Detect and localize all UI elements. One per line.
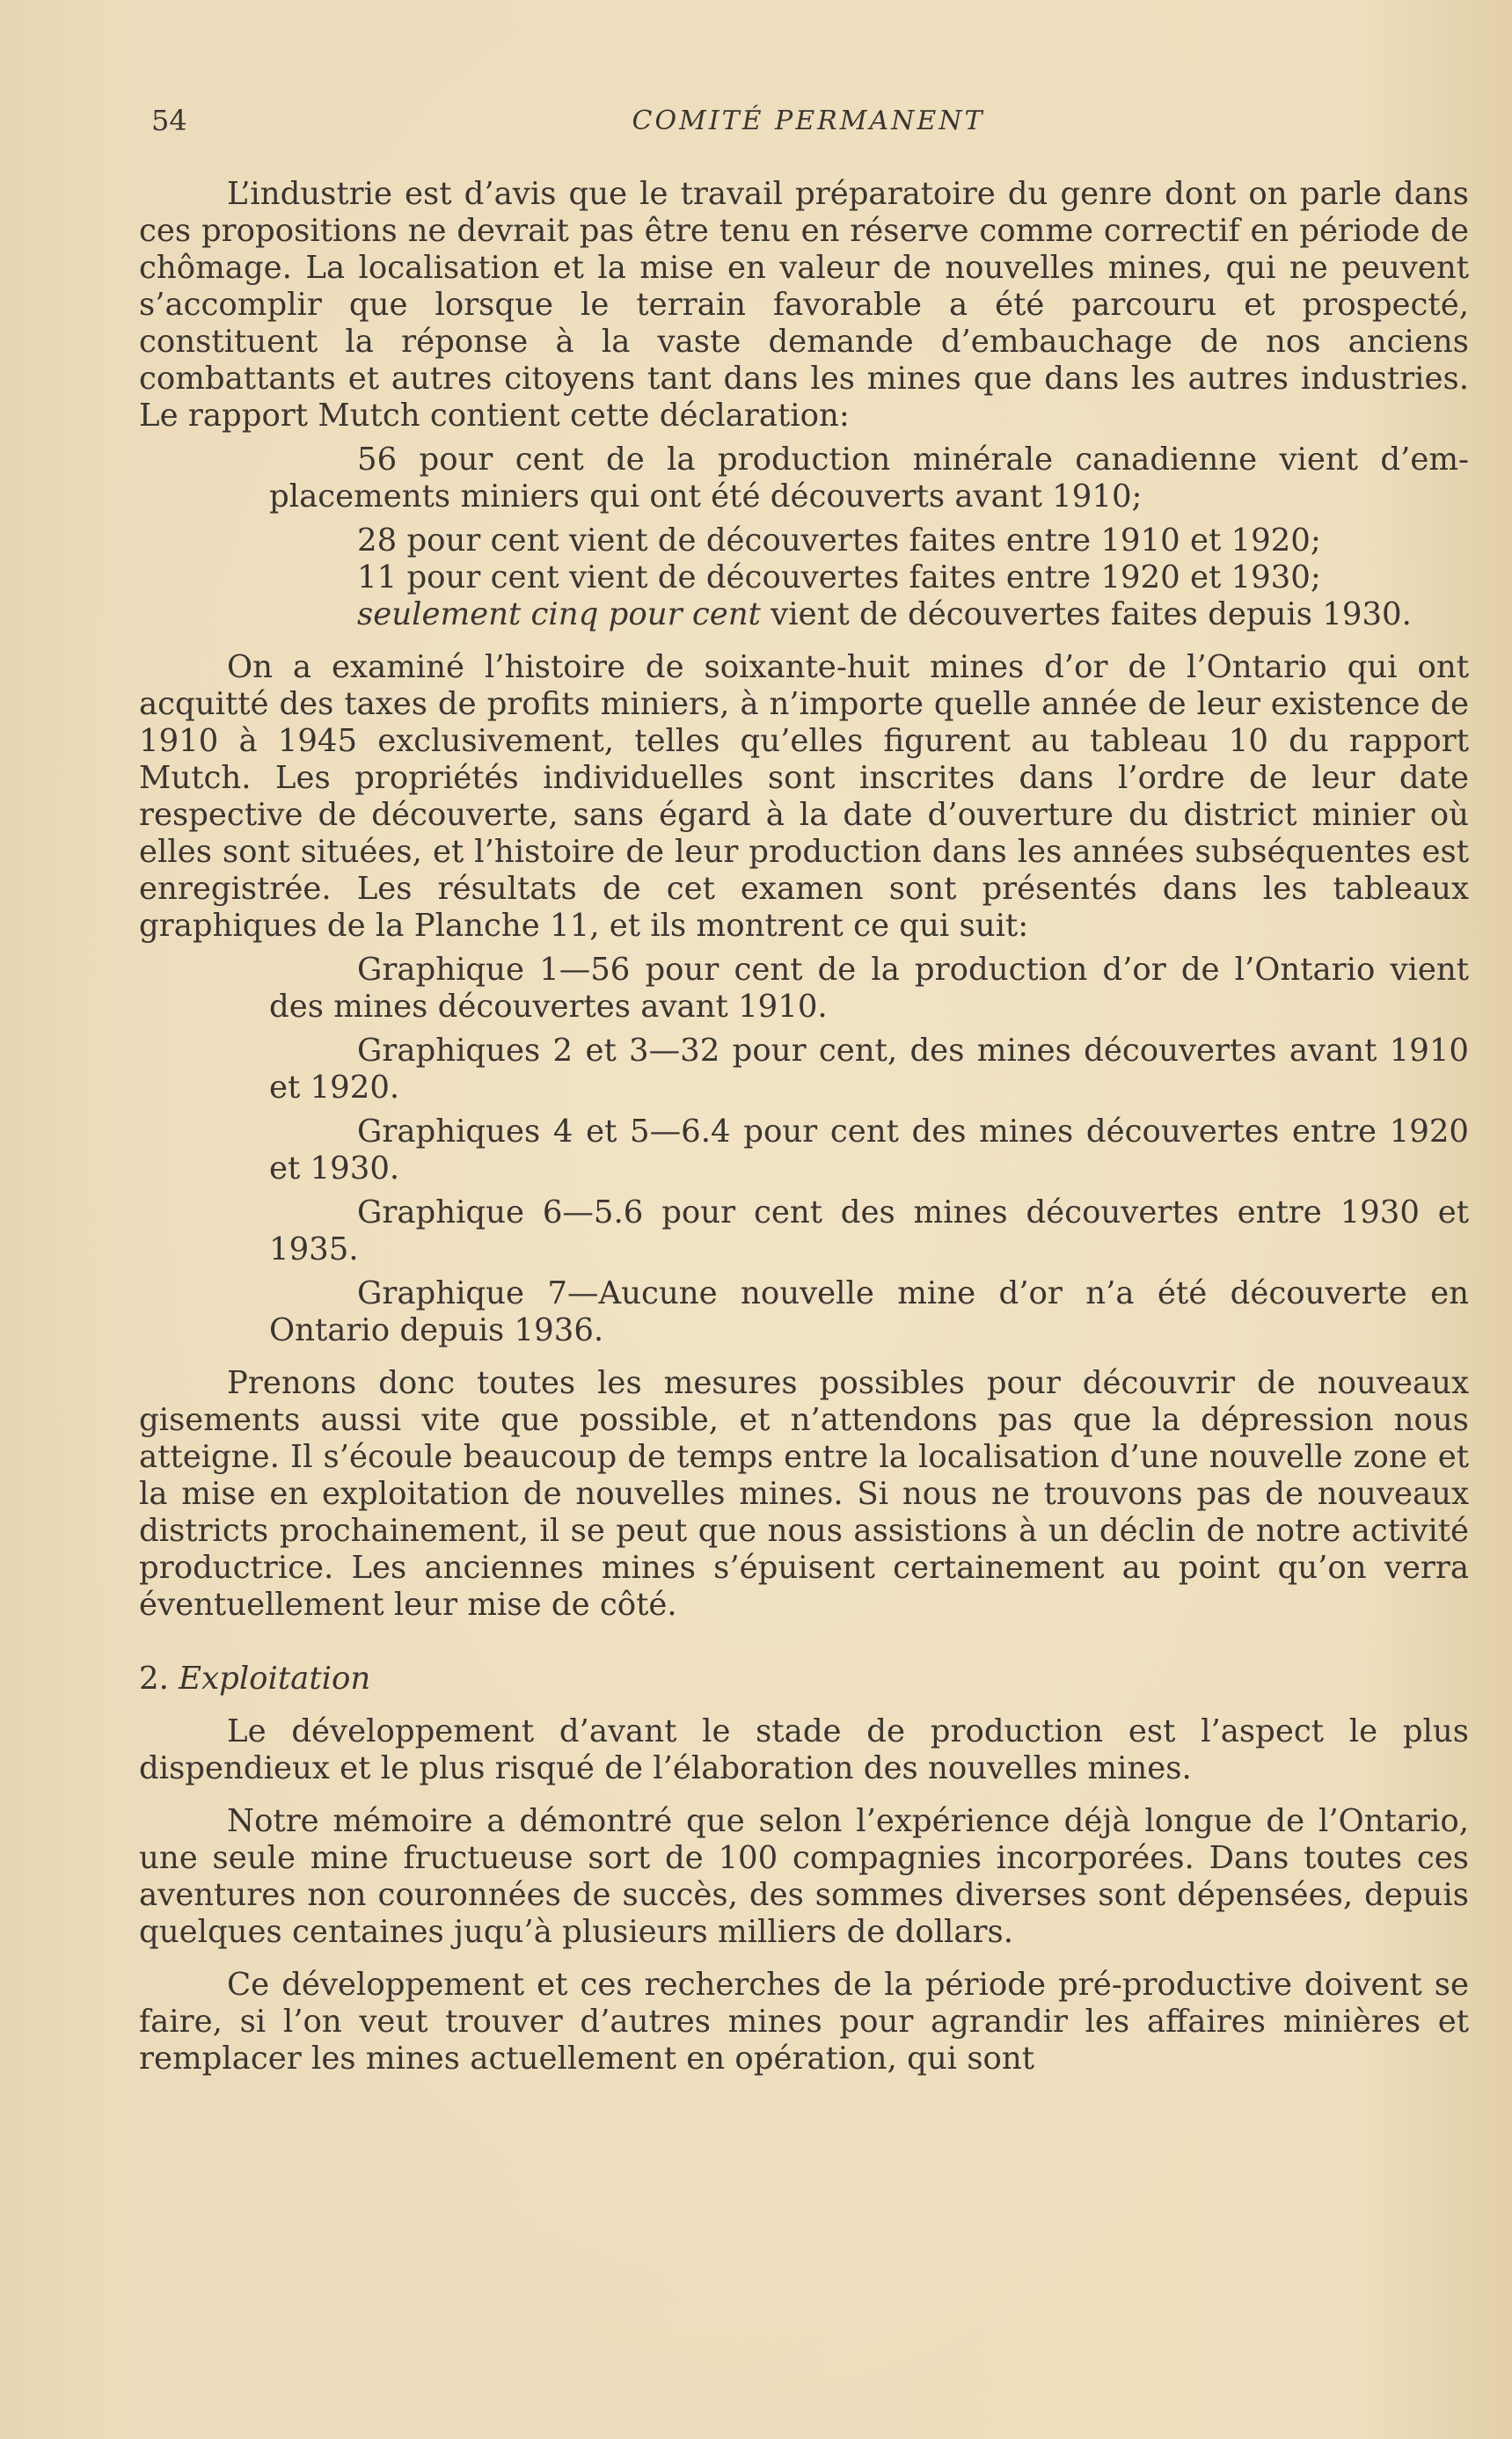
body-text (139, 176, 1469, 2078)
graph-item-1: Graphique 1—56 pour cent de la production d’or de l’Ontario vient des mines découvertes avant 1910. (269, 952, 1469, 1025)
paragraph-measures: Prenons donc toutes les mesures possibles pour découvrir de nouveaux gisements aussi vite que possible, et n’attendons pas que la dépression nous atteigne. Il s’écoule beaucoup de temps entre la localisation d’une nouvelle zone et la mise en exploitation de nouvelles mines. Si nous ne trouvons pas de nouveaux districts prochainement, il se peut que nous assistions à un déclin de notre activité productrice. Les anciennes mines s’épuisent certainement au point qu’on verra éventuellement leur mise de côté. (139, 1365, 1469, 1623)
page-header (151, 104, 1465, 150)
quote-line-56-percent: 56 pour cent de la production minérale canadienne vient d’emplacements miniers qui ont été découverts avant 1910; (269, 442, 1469, 515)
paragraph-memoire: Notre mémoire a démontré que selon l’expérience déjà longue de l’Ontario, une seule mine fructueuse sort de 100 compagnies incorporées. Dans toutes ces aventures non couronnées de succès, des sommes diverses sont dépensées, depuis quelques centaines juqu’à plusieurs milliers de dollars. (139, 1803, 1469, 1950)
paragraph-ontario-mines-history: On a examiné l’histoire de soixante-huit mines d’or de l’Ontario qui ont acquitté des taxes de profits miniers, à n’importe quelle année de leur existence de 1910 à 1945 exclusivement, telles qu’elles figurent au tableau 10 du rapport Mutch. Les propriétés individuelles sont inscrites dans l’ordre de leur date respective de découverte, sans égard à la date d’ouverture du district minier où elles sont situées, et l’histoire de leur production dans les années subséquentes est enregistrée. Les résultats de cet examen sont présentés dans les tableaux graphiques de la Planche 11, et ils montrent ce qui suit: (139, 649, 1469, 944)
section-title: Exploitation (179, 1661, 371, 1697)
page-number: 54 (151, 104, 187, 137)
section-number: 2. (139, 1661, 169, 1697)
section-heading-exploitation (139, 1661, 1469, 1698)
quote-line-11-percent: 11 pour cent vient de découvertes faites entre 1920 et 1930; (357, 559, 1321, 595)
quote-line-28-percent: 28 pour cent vient de découvertes faites entre 1910 et 1920; (357, 522, 1321, 559)
graph-item-7: Graphique 7—Aucune nouvelle mine d’or n’a été découverte en Ontario depuis 1936. (269, 1275, 1469, 1348)
running-head: COMITÉ PERMANENT (632, 106, 985, 136)
graph-item-2-3: Graphiques 2 et 3—32 pour cent, des mines découvertes avant 1910 et 1920. (269, 1033, 1469, 1106)
paragraph-industry-opinion: L’industrie est d’avis que le travail préparatoire du genre dont on parle dans ces propositions ne devrait pas être tenu en réserve comme correctif en période de chômage. La localisation et la mise en valeur de nouvelles mines, qui ne peuvent s’accomplir que lorsque le terrain favorable a été parcouru et prospecté, constituent la réponse à la vaste demande d’embauchage de nos anciens combattants et autres citoyens tant dans les mines que dans les autres industries. Le rapport Mutch contient cette déclaration: (139, 176, 1469, 434)
paragraph-pre-productive: Ce développement et ces recherches de la période pré-productive doivent se faire, si l’on veut trouver d’autres mines pour agrandir les affaires minières et remplacer les mines actuellement en opération, qui sont (139, 1967, 1469, 2077)
quote-line-rest: vient de découvertes faites depuis 1930. (760, 596, 1412, 632)
quote-line-five-percent (139, 596, 1469, 633)
graph-item-6: Graphique 6—5.6 pour cent des mines découvertes entre 1930 et 1935. (269, 1194, 1469, 1267)
graph-item-4-5: Graphiques 4 et 5—6.4 pour cent des mines découvertes entre 1920 et 1930. (269, 1114, 1469, 1187)
paragraph-development: Le développement d’avant le stade de production est l’aspect le plus dispendieux et le plus risqué de l’élaboration des nouvelles mines. (139, 1713, 1469, 1786)
quote-emphasis: seulement cinq pour cent (357, 596, 761, 632)
